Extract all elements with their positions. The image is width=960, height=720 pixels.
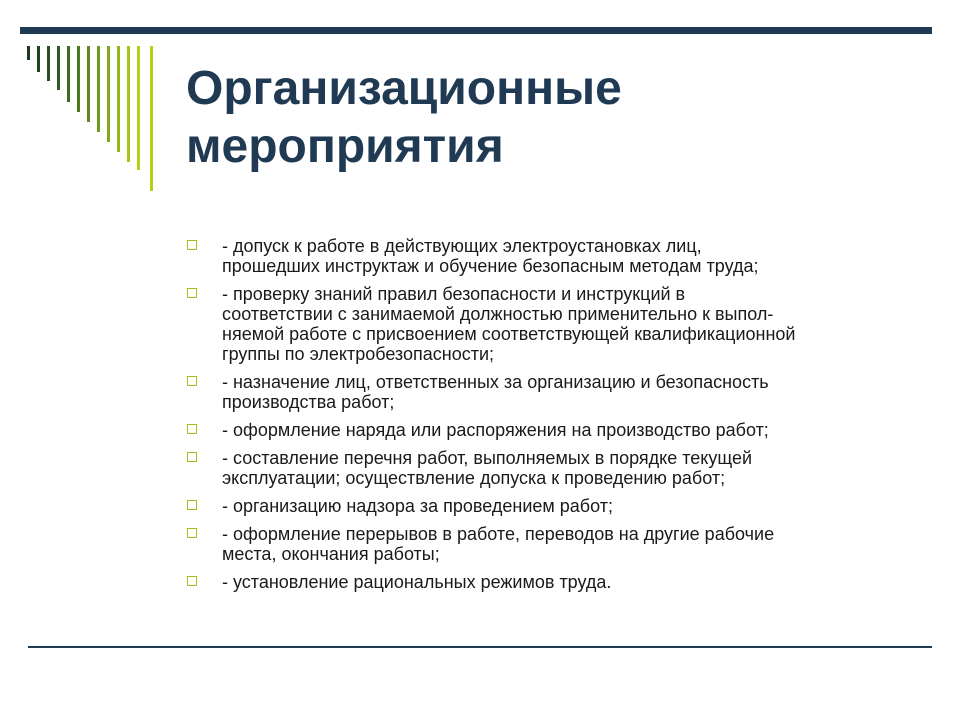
stripe — [97, 46, 100, 132]
square-bullet-icon — [187, 528, 197, 538]
list-item — [186, 284, 916, 364]
slide-title-line-1: Организационные — [186, 62, 622, 115]
stripe — [67, 46, 70, 102]
slide-title — [186, 60, 906, 176]
stripe — [47, 46, 50, 81]
list-item-text: - организацию надзора за проведением работ; — [222, 496, 613, 516]
list-item — [186, 572, 916, 592]
bottom-rule — [28, 646, 932, 648]
list-item-text: - составление перечня работ, выполняемых в порядке текущей эксплуатации; осуществление допуска к проведению работ; — [222, 448, 753, 488]
list-item — [186, 420, 916, 440]
list-item — [186, 236, 916, 276]
list-item-text: - оформление перерывов в работе, переводов на другие рабочие места, окончания работы; — [222, 524, 775, 564]
square-bullet-icon — [187, 376, 197, 386]
list-item — [186, 448, 916, 488]
list-item-text: - проверку знаний правил безопасности и инструкций в соответствии с занимаемой должностью применительно к выпол- няемой работе с присвоением соответствующей квалификационной группы по электробезопасности; — [222, 284, 796, 364]
list-item-text: - допуск к работе в действующих электроустановках лиц, прошедших инструктаж и обучение безопасным методам труда; — [222, 236, 759, 276]
list-item-text: - назначение лиц, ответственных за организацию и безопасность производства работ; — [222, 372, 769, 412]
stripe — [37, 46, 40, 72]
stripe — [117, 46, 120, 152]
slide-title-line-2: мероприятия — [186, 120, 504, 173]
stripe — [57, 46, 60, 90]
decorative-stripes — [0, 0, 170, 200]
list-item — [186, 524, 916, 564]
stripe — [127, 46, 130, 162]
list-item-text: - установление рациональных режимов труда. — [222, 572, 612, 592]
square-bullet-icon — [187, 424, 197, 434]
stripe — [27, 46, 30, 60]
square-bullet-icon — [187, 452, 197, 462]
square-bullet-icon — [187, 288, 197, 298]
stripe — [137, 46, 140, 170]
list-item — [186, 372, 916, 412]
square-bullet-icon — [187, 576, 197, 586]
square-bullet-icon — [187, 500, 197, 510]
bullet-list — [186, 236, 916, 600]
stripe — [107, 46, 110, 142]
list-item-text: - оформление наряда или распоряжения на производство работ; — [222, 420, 769, 440]
stripe — [77, 46, 80, 112]
list-item — [186, 496, 916, 516]
stripe — [150, 46, 153, 191]
square-bullet-icon — [187, 240, 197, 250]
stripe — [87, 46, 90, 122]
